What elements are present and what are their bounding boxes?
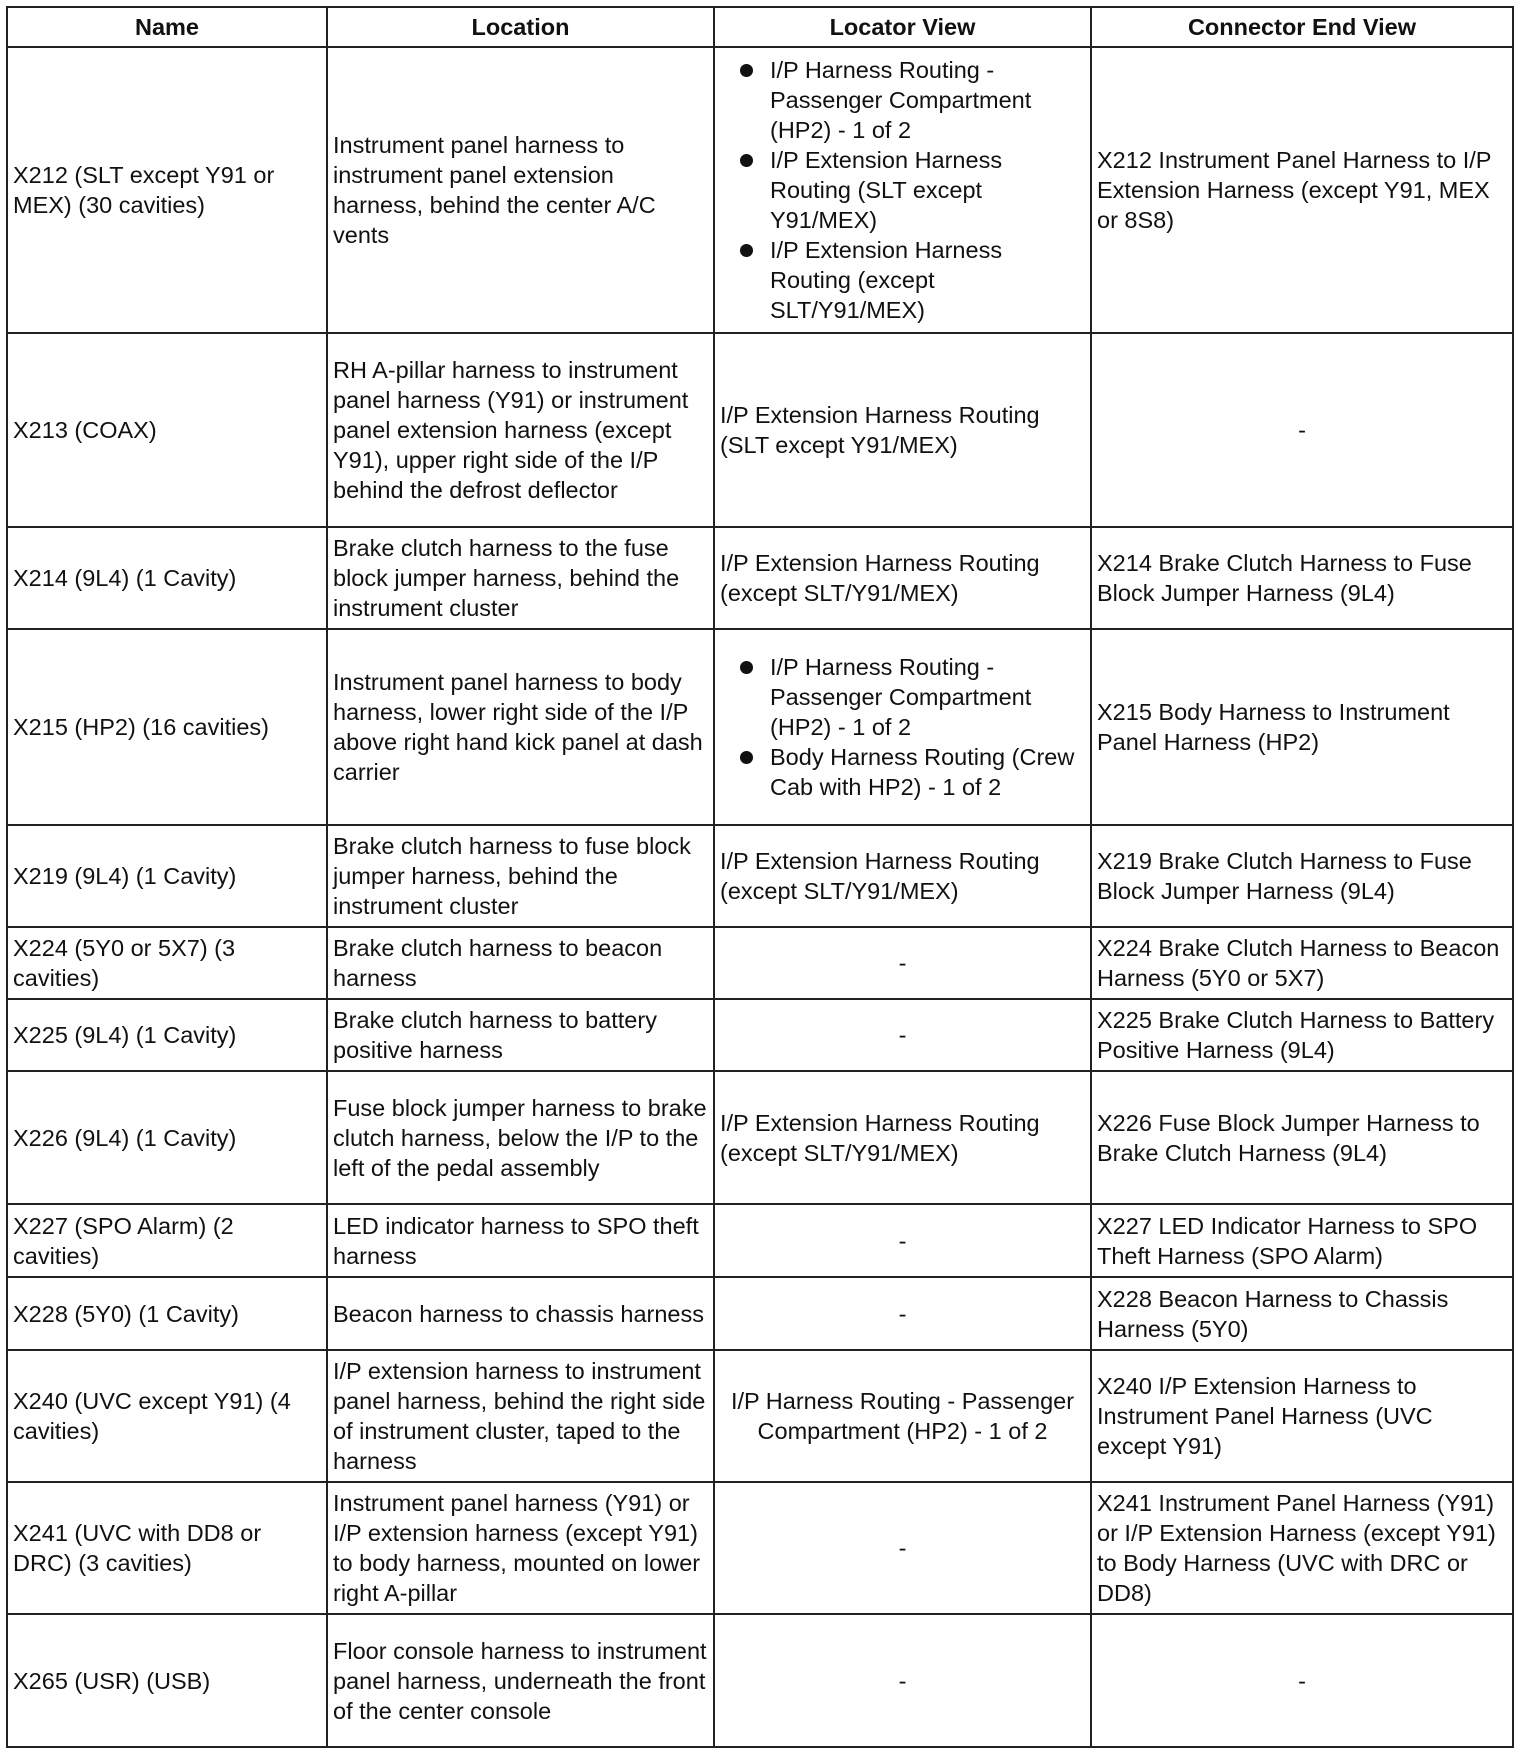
cell-name: X214 (9L4) (1 Cavity) [7, 527, 327, 629]
table-row [7, 47, 1513, 333]
table-row [7, 1204, 1513, 1277]
header-locator-view: Locator View [714, 7, 1091, 47]
cell-locator-view: I/P Extension Harness Routing (except SLT/Y91/MEX) [714, 825, 1091, 927]
cell-location: Instrument panel harness to instrument panel extension harness, behind the center A/C vents [327, 47, 714, 333]
cell-location: Floor console harness to instrument panel harness, underneath the front of the center console [327, 1614, 714, 1747]
header-row [7, 7, 1513, 47]
cell-name: X225 (9L4) (1 Cavity) [7, 999, 327, 1071]
table-row [7, 1071, 1513, 1204]
cell-connector-end-view: X240 I/P Extension Harness to Instrument Panel Harness (UVC except Y91) [1091, 1350, 1513, 1482]
cell-connector-end-view: X219 Brake Clutch Harness to Fuse Block Jumper Harness (9L4) [1091, 825, 1513, 927]
cell-connector-end-view: X225 Brake Clutch Harness to Battery Positive Harness (9L4) [1091, 999, 1513, 1071]
cell-name: X224 (5Y0 or 5X7) (3 cavities) [7, 927, 327, 999]
cell-locator-view: I/P Harness Routing - Passenger Compartment (HP2) - 1 of 2 [714, 1350, 1091, 1482]
table-row [7, 333, 1513, 527]
locator-bullet-list [720, 55, 1085, 325]
cell-connector-end-view: - [1091, 333, 1513, 527]
cell-locator-view: - [714, 927, 1091, 999]
locator-bullet-item: I/P Extension Harness Routing (except SLT/Y91/MEX) [720, 235, 1085, 325]
locator-bullet-item: I/P Harness Routing - Passenger Compartment (HP2) - 1 of 2 [720, 55, 1085, 145]
cell-name: X212 (SLT except Y91 or MEX) (30 cavities) [7, 47, 327, 333]
cell-connector-end-view: X241 Instrument Panel Harness (Y91) or I/P Extension Harness (except Y91) to Body Harness (UVC with DRC or DD8) [1091, 1482, 1513, 1614]
table-row [7, 999, 1513, 1071]
cell-locator-view: - [714, 999, 1091, 1071]
cell-location: LED indicator harness to SPO theft harness [327, 1204, 714, 1277]
cell-locator-view: - [714, 1482, 1091, 1614]
connector-table [6, 6, 1514, 1748]
cell-location: Brake clutch harness to beacon harness [327, 927, 714, 999]
locator-bullet-item: I/P Extension Harness Routing (SLT except Y91/MEX) [720, 145, 1085, 235]
cell-connector-end-view: X212 Instrument Panel Harness to I/P Extension Harness (except Y91, MEX or 8S8) [1091, 47, 1513, 333]
table-row [7, 1614, 1513, 1747]
header-name: Name [7, 7, 327, 47]
cell-location: Brake clutch harness to the fuse block jumper harness, behind the instrument cluster [327, 527, 714, 629]
cell-location: Brake clutch harness to fuse block jumper harness, behind the instrument cluster [327, 825, 714, 927]
header-location: Location [327, 7, 714, 47]
cell-name: X213 (COAX) [7, 333, 327, 527]
cell-location: Fuse block jumper harness to brake clutch harness, below the I/P to the left of the pedal assembly [327, 1071, 714, 1204]
cell-locator-view: I/P Extension Harness Routing (except SLT/Y91/MEX) [714, 1071, 1091, 1204]
cell-name: X219 (9L4) (1 Cavity) [7, 825, 327, 927]
cell-name: X215 (HP2) (16 cavities) [7, 629, 327, 825]
table-row [7, 1350, 1513, 1482]
connector-table-container [6, 6, 1512, 1748]
locator-bullet-list [720, 652, 1085, 802]
cell-locator-view: - [714, 1614, 1091, 1747]
table-row [7, 527, 1513, 629]
cell-location: RH A-pillar harness to instrument panel harness (Y91) or instrument panel extension harness (except Y91), upper right side of the I/P behind the defrost deflector [327, 333, 714, 527]
cell-locator-view [714, 629, 1091, 825]
table-row [7, 629, 1513, 825]
locator-bullet-item: I/P Harness Routing - Passenger Compartment (HP2) - 1 of 2 [720, 652, 1085, 742]
cell-locator-view: I/P Extension Harness Routing (SLT except Y91/MEX) [714, 333, 1091, 527]
table-row [7, 1277, 1513, 1350]
cell-name: X241 (UVC with DD8 or DRC) (3 cavities) [7, 1482, 327, 1614]
cell-locator-view: - [714, 1204, 1091, 1277]
table-row [7, 927, 1513, 999]
cell-name: X240 (UVC except Y91) (4 cavities) [7, 1350, 327, 1482]
cell-connector-end-view: X224 Brake Clutch Harness to Beacon Harness (5Y0 or 5X7) [1091, 927, 1513, 999]
cell-location: Beacon harness to chassis harness [327, 1277, 714, 1350]
locator-bullet-item: Body Harness Routing (Crew Cab with HP2) - 1 of 2 [720, 742, 1085, 802]
cell-name: X228 (5Y0) (1 Cavity) [7, 1277, 327, 1350]
cell-locator-view [714, 47, 1091, 333]
cell-connector-end-view: X214 Brake Clutch Harness to Fuse Block Jumper Harness (9L4) [1091, 527, 1513, 629]
cell-name: X265 (USR) (USB) [7, 1614, 327, 1747]
cell-connector-end-view: X226 Fuse Block Jumper Harness to Brake Clutch Harness (9L4) [1091, 1071, 1513, 1204]
cell-location: Instrument panel harness to body harness, lower right side of the I/P above right hand kick panel at dash carrier [327, 629, 714, 825]
cell-name: X227 (SPO Alarm) (2 cavities) [7, 1204, 327, 1277]
cell-connector-end-view: - [1091, 1614, 1513, 1747]
cell-connector-end-view: X227 LED Indicator Harness to SPO Theft Harness (SPO Alarm) [1091, 1204, 1513, 1277]
cell-locator-view: - [714, 1277, 1091, 1350]
cell-name: X226 (9L4) (1 Cavity) [7, 1071, 327, 1204]
cell-location: I/P extension harness to instrument panel harness, behind the right side of instrument cluster, taped to the harness [327, 1350, 714, 1482]
cell-locator-view: I/P Extension Harness Routing (except SLT/Y91/MEX) [714, 527, 1091, 629]
cell-connector-end-view: X228 Beacon Harness to Chassis Harness (5Y0) [1091, 1277, 1513, 1350]
cell-connector-end-view: X215 Body Harness to Instrument Panel Harness (HP2) [1091, 629, 1513, 825]
table-row [7, 825, 1513, 927]
cell-location: Brake clutch harness to battery positive harness [327, 999, 714, 1071]
table-row [7, 1482, 1513, 1614]
header-connector-end-view: Connector End View [1091, 7, 1513, 47]
cell-location: Instrument panel harness (Y91) or I/P extension harness (except Y91) to body harness, mounted on lower right A-pillar [327, 1482, 714, 1614]
